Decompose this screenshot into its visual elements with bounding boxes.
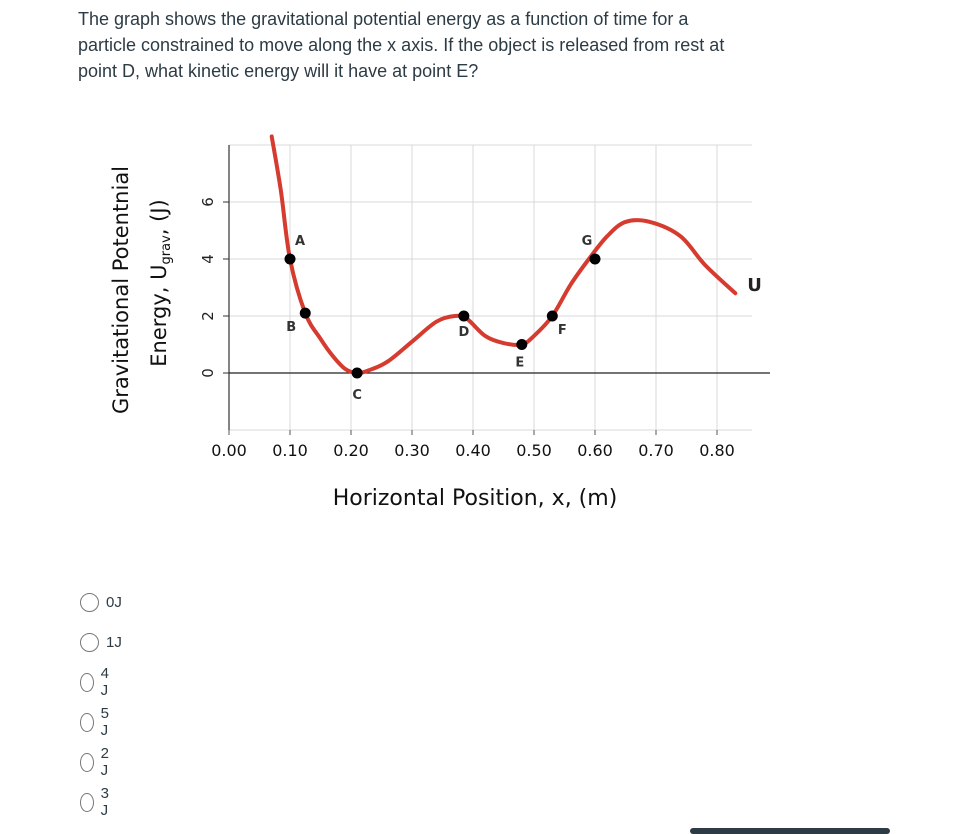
y-axis-label-sub: grav <box>159 235 174 265</box>
x-tick-label: 0.10 <box>272 441 308 460</box>
answer-option[interactable] <box>80 665 114 699</box>
radio-button[interactable] <box>80 713 94 732</box>
answer-label: 0J <box>106 593 122 611</box>
radio-button[interactable] <box>80 673 94 692</box>
answer-option[interactable] <box>80 745 114 779</box>
x-tick-label: 0.20 <box>333 441 369 460</box>
x-tick-label: 0.30 <box>394 441 430 460</box>
point-a <box>285 254 296 265</box>
x-tick-label: 0.70 <box>638 441 674 460</box>
x-tick-label: 0.00 <box>211 441 247 460</box>
point-e <box>516 339 527 350</box>
point-g <box>590 254 601 265</box>
chart-curve <box>272 136 762 373</box>
point-label-a: A <box>294 234 306 249</box>
point-f <box>547 311 558 322</box>
answer-option[interactable] <box>80 590 122 614</box>
answer-label: 3 J <box>100 785 109 819</box>
x-axis-label: Horizontal Position, x, (m) <box>332 486 618 511</box>
bottom-scroll-indicator <box>690 828 890 834</box>
point-label-b: B <box>286 320 297 336</box>
chart-axes <box>229 145 770 430</box>
y-axis-label-line1: Gravitational Potentnial <box>109 165 133 415</box>
question-line: point D, what kinetic energy will it have at point E? <box>78 61 479 81</box>
question-line: The graph shows the gravitational potential energy as a function of time for a <box>78 9 689 29</box>
y-axis-label-suffix: , (J) <box>147 199 171 236</box>
y-tick-label: 0 <box>199 368 217 378</box>
y-axis-label-prefix: Energy, U <box>147 264 171 367</box>
answer-label: 4 J <box>100 665 109 699</box>
point-d <box>458 311 469 322</box>
potential-energy-curve <box>272 136 736 373</box>
question-line: particle constrained to move along the x axis. If the object is released from rest at <box>78 35 725 55</box>
answer-option[interactable] <box>80 630 122 654</box>
answer-option[interactable] <box>80 705 114 739</box>
x-tick-label: 0.80 <box>699 441 735 460</box>
point-label-d: D <box>458 325 470 340</box>
radio-button[interactable] <box>80 793 94 812</box>
y-tick-label: 2 <box>199 311 217 321</box>
y-axis-label-line2 <box>147 199 174 366</box>
radio-button[interactable] <box>80 593 99 612</box>
chart-grid <box>229 145 752 430</box>
point-label-g: G <box>581 234 593 249</box>
answer-label: 1J <box>106 633 122 651</box>
point-label-c: C <box>352 388 362 403</box>
answer-option[interactable] <box>80 785 114 819</box>
radio-button[interactable] <box>80 633 99 652</box>
x-tick-label: 0.50 <box>516 441 552 460</box>
x-tick-label: 0.60 <box>577 441 613 460</box>
y-tick-label: 6 <box>199 197 217 207</box>
y-tick-label: 4 <box>199 254 217 264</box>
answer-label: 2 J <box>100 745 109 779</box>
answer-label: 5 J <box>100 705 109 739</box>
point-b <box>300 308 311 319</box>
point-c <box>352 368 363 379</box>
radio-button[interactable] <box>80 753 94 772</box>
curve-label-u: U <box>747 275 762 297</box>
x-tick-label: 0.40 <box>455 441 491 460</box>
point-label-f: F <box>557 323 567 338</box>
point-label-e: E <box>515 355 525 371</box>
